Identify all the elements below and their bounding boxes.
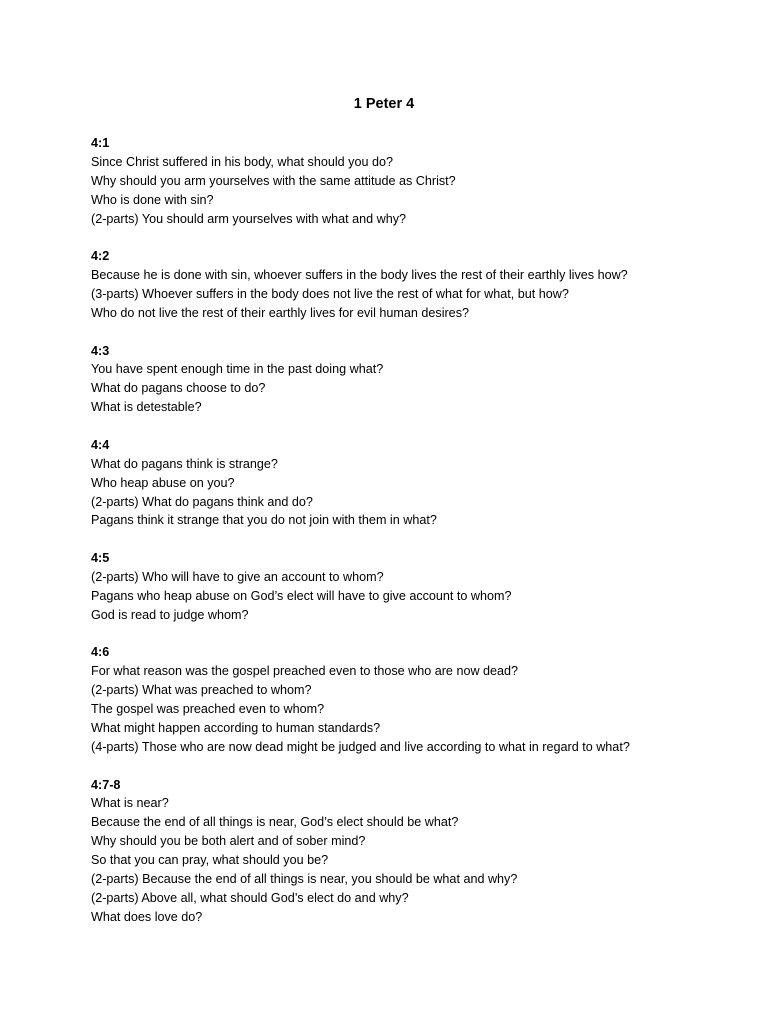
section-4-6	[91, 643, 751, 756]
question-line: Because he is done with sin, whoever suffers in the body lives the rest of their earthly lives how?	[91, 268, 628, 283]
section-4-4	[91, 436, 751, 531]
question-line: (4-parts) Those who are now dead might be judged and live according to what in regard to what?	[91, 739, 630, 754]
question-line: What do pagans choose to do?	[91, 381, 266, 396]
question-line: The gospel was preached even to whom?	[91, 702, 325, 717]
question-line: Because the end of all things is near, God’s elect should be what?	[91, 815, 459, 830]
question-line: What is near?	[91, 796, 169, 811]
section-4-2	[91, 247, 751, 323]
question-line: Why should you arm yourselves with the same attitude as Christ?	[91, 173, 456, 188]
question-line: God is read to judge whom?	[91, 607, 249, 622]
question-line: (2-parts) What do pagans think and do?	[91, 494, 313, 509]
section-4-7-8	[91, 776, 751, 927]
page-title: 1 Peter 4	[353, 96, 415, 112]
verse-heading: 4:5	[91, 551, 110, 566]
question-line: (2-parts) Above all, what should God’s elect do and why?	[91, 890, 409, 905]
question-line: (3-parts) Whoever suffers in the body does not live the rest of what for what, but how?	[91, 287, 569, 302]
verse-heading: 4:7-8	[91, 777, 121, 792]
question-line: Who heap abuse on you?	[91, 475, 235, 490]
verse-heading: 4:4	[91, 437, 110, 452]
question-line: Since Christ suffered in his body, what should you do?	[91, 154, 393, 169]
question-line: What do pagans think is strange?	[91, 456, 278, 471]
question-line: You have spent enough time in the past doing what?	[91, 362, 384, 377]
question-line: (2-parts) What was preached to whom?	[91, 683, 312, 698]
question-line: (2-parts) Who will have to give an account to whom?	[91, 569, 384, 584]
verse-heading: 4:2	[91, 249, 110, 264]
question-line: (2-parts) Because the end of all things is near, you should be what and why?	[91, 872, 518, 887]
question-line: What might happen according to human standards?	[91, 721, 381, 735]
section-4-1	[91, 134, 751, 229]
verse-heading: 4:6	[91, 645, 110, 660]
question-line: What does love do?	[91, 909, 203, 924]
question-line: Why should you be both alert and of sober mind?	[91, 834, 366, 849]
question-line: Who is done with sin?	[91, 192, 214, 207]
question-line: (2-parts) You should arm yourselves with what and why?	[91, 211, 407, 226]
question-line: Pagans who heap abuse on God’s elect will have to give account to whom?	[91, 588, 512, 603]
section-4-5	[91, 549, 751, 625]
question-line: Pagans think it strange that you do not join with them in what?	[91, 513, 437, 528]
question-line: For what reason was the gospel preached even to those who are now dead?	[91, 664, 519, 679]
verse-heading: 4:1	[91, 136, 110, 150]
verse-heading: 4:3	[91, 343, 110, 358]
question-line: Who do not live the rest of their earthly lives for evil human desires?	[91, 305, 469, 320]
question-line: What is detestable?	[91, 400, 202, 415]
question-list	[91, 134, 751, 945]
question-line: So that you can pray, what should you be?	[91, 853, 329, 868]
section-4-3	[91, 342, 751, 418]
